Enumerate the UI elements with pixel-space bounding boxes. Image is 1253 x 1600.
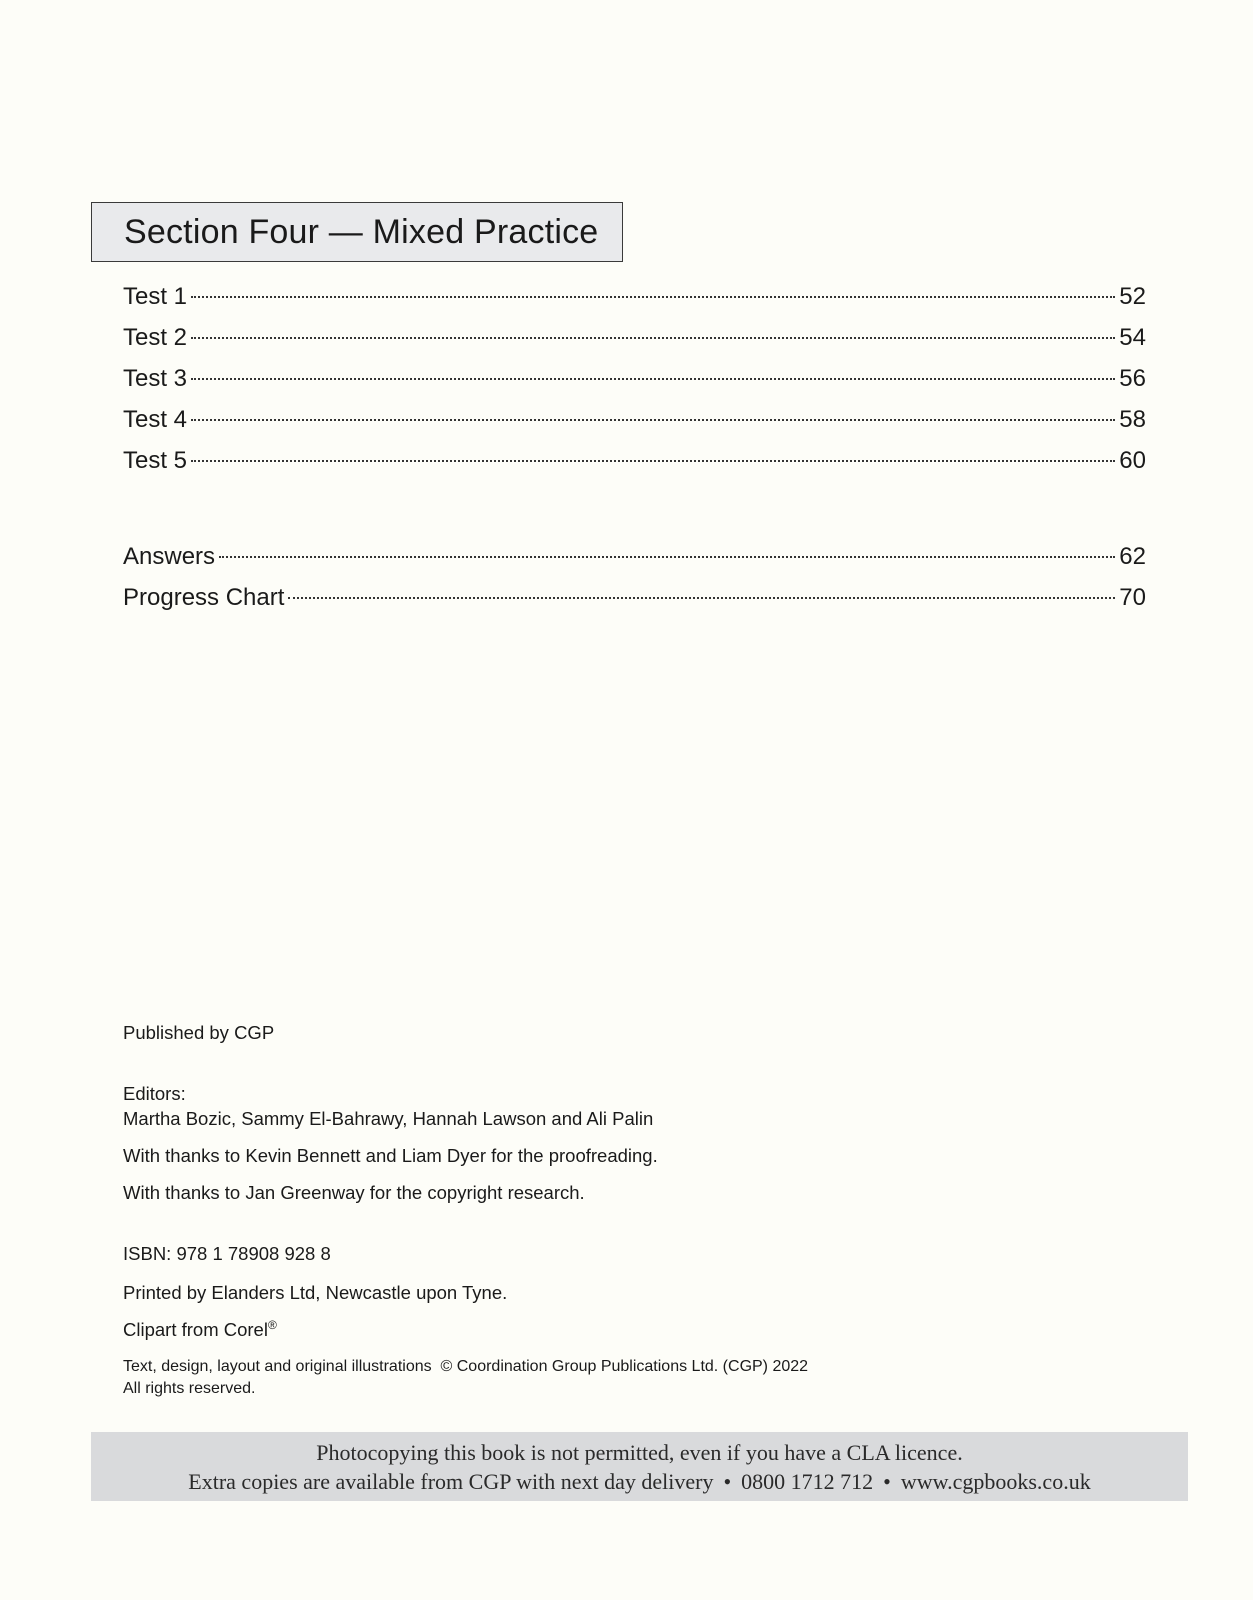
toc-tests-list — [123, 276, 1146, 481]
section-title: Section Four — Mixed Practice — [124, 212, 599, 251]
thanks-proofreading: With thanks to Kevin Bennett and Liam Dyer for the proofreading. — [123, 1145, 658, 1166]
toc-page-number: 62 — [1119, 543, 1146, 570]
toc-page-number: 70 — [1119, 584, 1146, 611]
bullet-separator: • — [723, 1469, 732, 1494]
registered-mark: ® — [267, 1318, 277, 1332]
section-heading-box — [91, 202, 623, 262]
credits-block — [123, 1020, 1123, 1400]
isbn-line: ISBN: 978 1 78908 928 8 — [123, 1243, 331, 1264]
editors-label: Editors: — [123, 1083, 186, 1104]
toc-leader-dots — [191, 378, 1115, 380]
toc-page-number: 60 — [1119, 447, 1146, 474]
photocopy-notice: Photocopying this book is not permitted, even if you have a CLA licence. — [316, 1440, 963, 1465]
toc-row[interactable] — [123, 317, 1146, 358]
toc-row[interactable] — [123, 536, 1146, 577]
toc-label: Progress Chart — [123, 584, 285, 611]
phone-number: 0800 1712 712 — [741, 1469, 874, 1494]
printer-line: Printed by Elanders Ltd, Newcastle upon Tyne. — [123, 1282, 508, 1303]
bullet-separator: • — [883, 1469, 891, 1494]
toc-label: Answers — [123, 543, 216, 570]
toc-leader-dots — [191, 337, 1115, 339]
toc-label: Test 1 — [123, 283, 188, 310]
clipart-text: Clipart from Corel — [123, 1319, 268, 1341]
toc-page-number: 56 — [1119, 365, 1146, 392]
rights-line: All rights reserved. — [123, 1380, 256, 1398]
publisher-line: Published by CGP — [123, 1022, 275, 1043]
delivery-line — [91, 1467, 1188, 1496]
toc-label: Test 5 — [123, 447, 188, 474]
toc-leader-dots — [191, 419, 1115, 421]
copyright-line: Text, design, layout and original illustrations © Coordination Group Publications Ltd. (CGP) 2022 — [123, 1358, 809, 1376]
toc-row[interactable] — [123, 399, 1146, 440]
toc-page-number: 58 — [1119, 406, 1146, 433]
photocopy-notice-band — [91, 1432, 1188, 1501]
delivery-text: Extra copies are available from CGP with next day delivery — [188, 1469, 714, 1494]
toc-extra-list — [123, 536, 1146, 618]
toc-page-number: 54 — [1119, 324, 1146, 351]
editors-names: Martha Bozic, Sammy El-Bahrawy, Hannah Lawson and Ali Palin — [123, 1108, 654, 1129]
toc-leader-dots — [191, 460, 1115, 462]
toc-label: Test 3 — [123, 365, 188, 392]
clipart-line — [123, 1313, 1123, 1342]
toc-row[interactable] — [123, 276, 1146, 317]
toc-leader-dots — [288, 597, 1115, 599]
toc-label: Test 2 — [123, 324, 188, 351]
toc-page-number: 52 — [1119, 283, 1146, 310]
website-link[interactable]: www.cgpbooks.co.uk — [900, 1469, 1091, 1494]
thanks-copyright: With thanks to Jan Greenway for the copyright research. — [123, 1182, 585, 1203]
toc-leader-dots — [191, 296, 1115, 298]
toc-label: Test 4 — [123, 406, 188, 433]
toc-leader-dots — [219, 556, 1115, 558]
toc-row[interactable] — [123, 440, 1146, 481]
toc-row[interactable] — [123, 577, 1146, 618]
toc-row[interactable] — [123, 358, 1146, 399]
